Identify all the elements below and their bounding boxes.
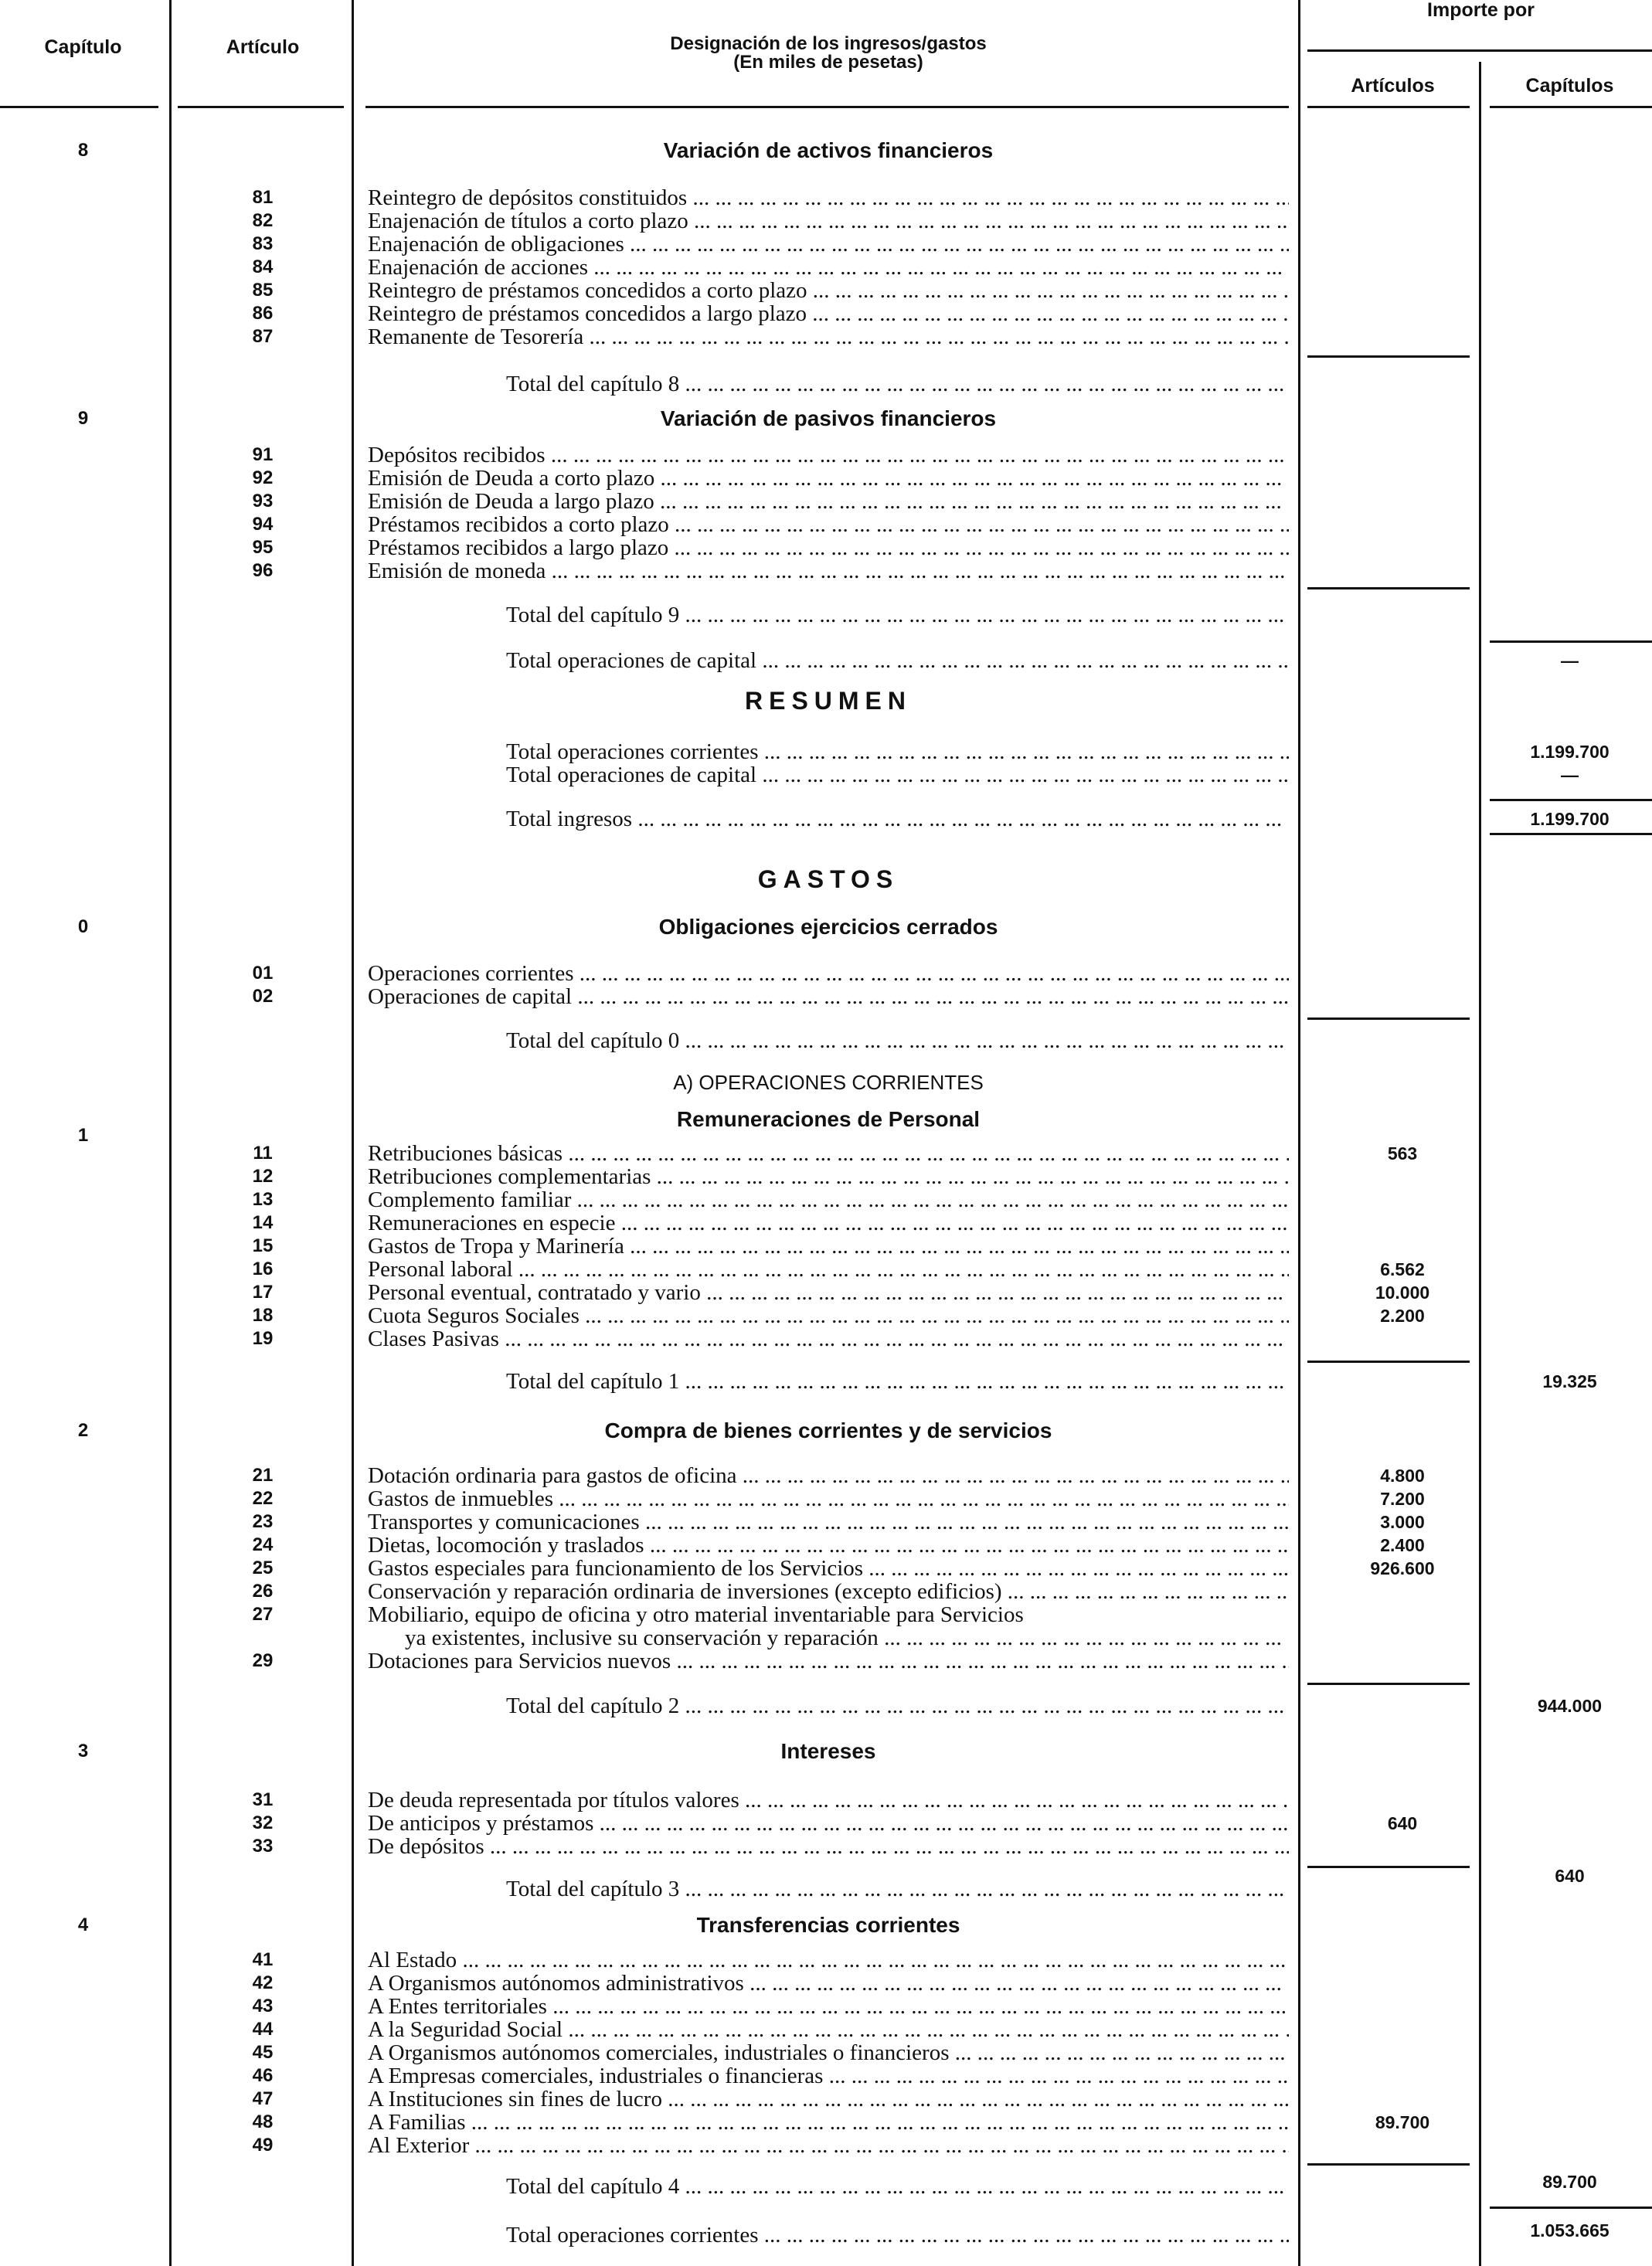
total-label: Total operaciones de capital ... . bbox=[506, 763, 1289, 786]
table-row bbox=[0, 1258, 1652, 1281]
article-label: Transportes y comunicaciones ... . bbox=[368, 1510, 1289, 1534]
table-row bbox=[0, 1281, 1652, 1304]
article-value: 563 bbox=[1387, 1143, 1418, 1164]
header-designacion-1: Designación de los ingresos/gastos bbox=[670, 33, 987, 54]
table-row bbox=[0, 1557, 1652, 1580]
chapter-total-row bbox=[0, 1694, 1652, 1717]
article-label: Dotación ordinaria para gastos de oficina ... . bbox=[368, 1464, 1289, 1487]
subtotal-rule bbox=[1307, 2163, 1470, 2166]
total-value: 640 bbox=[1555, 1866, 1585, 1886]
article-label: Mobiliario, equipo de oficina y otro material inventariable para Servicios bbox=[368, 1603, 1024, 1626]
chapter-8-heading bbox=[0, 139, 1652, 162]
article-code: 92 bbox=[252, 467, 274, 488]
article-label: Operaciones corrientes ... . bbox=[368, 962, 1289, 985]
article-code: 19 bbox=[252, 1328, 274, 1349]
article-code: 42 bbox=[252, 1972, 274, 1993]
header-rule-cap bbox=[0, 106, 158, 108]
article-label: Depósitos recibidos ... . bbox=[368, 443, 1289, 467]
article-code: 01 bbox=[252, 963, 274, 984]
article-value: 10.000 bbox=[1375, 1282, 1430, 1303]
article-code: 46 bbox=[252, 2065, 274, 2086]
article-code: 17 bbox=[252, 1282, 274, 1303]
article-code: 82 bbox=[252, 210, 274, 231]
total-value: 1.199.700 bbox=[1530, 809, 1610, 829]
article-code: 41 bbox=[252, 1949, 274, 1970]
header-designacion-2: (En miles de pesetas) bbox=[733, 52, 923, 73]
table-row bbox=[0, 1510, 1652, 1534]
total-corrientes-row bbox=[0, 2220, 1652, 2247]
table-row bbox=[0, 962, 1652, 985]
article-code: 31 bbox=[252, 1789, 274, 1810]
article-label: A Empresas comerciales, industriales o financieras ... . bbox=[368, 2064, 1289, 2088]
subtotal-rule bbox=[1307, 1361, 1470, 1363]
subtotal-rule bbox=[1307, 355, 1470, 358]
table-row bbox=[0, 209, 1652, 233]
resumen-total-row bbox=[0, 807, 1652, 831]
resumen-heading bbox=[0, 688, 1652, 714]
header-capitulo: Capítulo bbox=[44, 36, 122, 58]
article-label: Conservación y reparación ordinaria de inversiones (excepto edificios) ... . bbox=[368, 1580, 1289, 1603]
chapter-title: Intereses bbox=[780, 1739, 876, 1763]
chapter-9-heading bbox=[0, 407, 1652, 430]
article-code: 95 bbox=[252, 537, 274, 558]
header-rule-art bbox=[178, 106, 344, 108]
header-rule-importe bbox=[1307, 49, 1652, 52]
table-row bbox=[0, 2041, 1652, 2064]
article-code: 12 bbox=[252, 1166, 274, 1187]
article-code: 18 bbox=[252, 1305, 274, 1326]
article-label: Emisión de Deuda a largo plazo ... . bbox=[368, 490, 1289, 513]
article-code: 21 bbox=[252, 1465, 274, 1486]
subtotal-rule bbox=[1307, 587, 1470, 589]
article-code: 86 bbox=[252, 303, 274, 324]
article-label: De deuda representada por títulos valores ... . bbox=[368, 1789, 1289, 1812]
article-label: Complemento familiar ... . bbox=[368, 1188, 1289, 1211]
article-label: Enajenación de acciones ... . bbox=[368, 256, 1289, 279]
article-code: 32 bbox=[252, 1812, 274, 1833]
total-label: Total del capítulo 8 ... . bbox=[506, 372, 1289, 396]
table-row bbox=[0, 302, 1652, 325]
subtotal-rule bbox=[1307, 1017, 1470, 1020]
table-row bbox=[0, 1948, 1652, 1972]
gastos-title: GASTOS bbox=[757, 865, 899, 893]
total-label: Total del capítulo 4 ... . bbox=[506, 2175, 1289, 2198]
table-row bbox=[0, 1789, 1652, 1812]
total-value: 19.325 bbox=[1542, 1371, 1597, 1391]
article-label: Personal eventual, contratado y vario ... . bbox=[368, 1281, 1289, 1304]
table-row bbox=[0, 1812, 1652, 1835]
section-heading bbox=[0, 1071, 1652, 1094]
chapter-total-row bbox=[0, 1866, 1652, 1901]
article-code: 24 bbox=[252, 1534, 274, 1555]
article-label: A Instituciones sin fines de lucro ... . bbox=[368, 2088, 1289, 2111]
total-label: Total del capítulo 2 ... . bbox=[506, 1694, 1289, 1717]
article-code: 33 bbox=[252, 1836, 274, 1857]
article-label: Reintegro de préstamos concedidos a corto plazo ... . bbox=[368, 279, 1289, 302]
article-value: 640 bbox=[1387, 1813, 1418, 1833]
table-row bbox=[0, 1534, 1652, 1557]
article-code: 85 bbox=[252, 280, 274, 301]
article-label: Operaciones de capital ... . bbox=[368, 985, 1289, 1008]
table-row bbox=[0, 1142, 1652, 1165]
total-value: — bbox=[1561, 765, 1579, 785]
article-label: Dotaciones para Servicios nuevos ... . bbox=[368, 1649, 1289, 1673]
article-code: 87 bbox=[252, 326, 274, 347]
table-row bbox=[0, 2018, 1652, 2041]
table-row bbox=[0, 443, 1652, 467]
article-code: 43 bbox=[252, 1996, 274, 2016]
chapter-number: 2 bbox=[77, 1420, 89, 1441]
article-label: Al Exterior ... . bbox=[368, 2134, 1289, 2157]
total-label: Total del capítulo 0 ... . bbox=[506, 1029, 1289, 1052]
table-row bbox=[0, 1464, 1652, 1487]
resumen-row bbox=[0, 740, 1652, 763]
total-value: 89.700 bbox=[1542, 2172, 1597, 2192]
subtotal-rule bbox=[1490, 640, 1652, 643]
article-label: Al Estado ... . bbox=[368, 1948, 1289, 1972]
article-label: Préstamos recibidos a corto plazo ... . bbox=[368, 513, 1289, 536]
resumen-title: RESUMEN bbox=[744, 687, 912, 715]
table-row bbox=[0, 559, 1652, 583]
chapter-total-row bbox=[0, 1370, 1652, 1393]
article-label: Emisión de moneda ... . bbox=[368, 559, 1289, 583]
article-label: Gastos especiales para funcionamiento de los Servicios ... . bbox=[368, 1557, 1289, 1580]
chapter-total-row bbox=[0, 2172, 1652, 2198]
table-row bbox=[0, 536, 1652, 559]
chapter-number: 4 bbox=[77, 1914, 89, 1935]
article-label: Emisión de Deuda a corto plazo ... . bbox=[368, 467, 1289, 490]
chapter-2-heading bbox=[0, 1419, 1652, 1442]
table-row bbox=[0, 985, 1652, 1008]
table-row bbox=[0, 1649, 1652, 1673]
article-code: 23 bbox=[252, 1511, 274, 1532]
article-value: 2.200 bbox=[1380, 1306, 1425, 1326]
article-value: 926.600 bbox=[1370, 1558, 1435, 1578]
table-row bbox=[0, 1304, 1652, 1327]
chapter-number: 1 bbox=[77, 1125, 89, 1146]
table-row bbox=[0, 513, 1652, 536]
article-code: 94 bbox=[252, 514, 274, 535]
resumen-row bbox=[0, 763, 1652, 786]
chapter-number: 9 bbox=[77, 408, 89, 429]
header-importe-por: Importe por bbox=[1427, 0, 1535, 21]
article-code: 26 bbox=[252, 1581, 274, 1602]
article-label: A Familias ... . bbox=[368, 2111, 1289, 2134]
chapter-0-heading bbox=[0, 916, 1652, 939]
table-row bbox=[0, 2134, 1652, 2157]
subtotal-rule bbox=[1490, 833, 1652, 835]
article-code: 29 bbox=[252, 1650, 274, 1671]
article-code: 22 bbox=[252, 1488, 274, 1509]
table-row bbox=[0, 256, 1652, 279]
table-row bbox=[0, 186, 1652, 209]
table-row bbox=[0, 1487, 1652, 1510]
article-code: 96 bbox=[252, 560, 274, 581]
total-value: — bbox=[1561, 651, 1579, 671]
article-label: De anticipos y préstamos ... . bbox=[368, 1812, 1289, 1835]
chapter-number: 3 bbox=[77, 1741, 89, 1762]
total-label: Total del capítulo 3 ... . bbox=[506, 1877, 1289, 1901]
article-label: Remanente de Tesorería ... . bbox=[368, 325, 1289, 348]
table-row bbox=[0, 467, 1652, 490]
article-code: 81 bbox=[252, 187, 274, 208]
article-label: Gastos de inmuebles ... . bbox=[368, 1487, 1289, 1510]
article-code: 47 bbox=[252, 2088, 274, 2109]
article-code: 25 bbox=[252, 1558, 274, 1578]
table-row bbox=[0, 1835, 1652, 1858]
total-label: Total ingresos ... . bbox=[506, 807, 1289, 831]
chapter-title: Obligaciones ejercicios cerrados bbox=[658, 915, 998, 939]
chapter-number: 8 bbox=[77, 140, 89, 161]
article-code: 14 bbox=[252, 1212, 274, 1233]
chapter-total-row bbox=[0, 372, 1652, 396]
article-label: Cuota Seguros Sociales ... . bbox=[368, 1304, 1289, 1327]
table-row bbox=[0, 2064, 1652, 2088]
gastos-heading bbox=[0, 866, 1652, 892]
header-rule-capitulos bbox=[1490, 106, 1652, 108]
article-label: A Entes territoriales ... . bbox=[368, 1995, 1289, 2018]
subtotal-rule bbox=[1307, 1683, 1470, 1685]
article-value: 3.000 bbox=[1380, 1512, 1425, 1532]
header-articulos: Artículos bbox=[1351, 75, 1435, 97]
total-value: 944.000 bbox=[1537, 1696, 1603, 1716]
article-code: 13 bbox=[252, 1189, 274, 1210]
subtotal-rule bbox=[1490, 799, 1652, 801]
chapter-title: Compra de bienes corrientes y de servicios bbox=[604, 1418, 1052, 1442]
article-label: Reintegro de préstamos concedidos a largo plazo ... . bbox=[368, 302, 1289, 325]
chapter-title: Remuneraciones de Personal bbox=[676, 1107, 981, 1131]
article-code: 16 bbox=[252, 1259, 274, 1279]
article-code: 27 bbox=[252, 1604, 274, 1625]
article-label: Clases Pasivas ... . bbox=[368, 1327, 1289, 1350]
total-label: Total operaciones corrientes ... . bbox=[506, 740, 1289, 763]
article-code: 45 bbox=[252, 2042, 274, 2063]
article-label: Préstamos recibidos a largo plazo ... . bbox=[368, 536, 1289, 559]
table-row bbox=[0, 1188, 1652, 1211]
article-label: Gastos de Tropa y Marinería ... . bbox=[368, 1235, 1289, 1258]
article-label: Retribuciones complementarias ... . bbox=[368, 1165, 1289, 1188]
table-row bbox=[0, 1211, 1652, 1235]
chapter-4-heading bbox=[0, 1914, 1652, 1937]
article-code: 44 bbox=[252, 2019, 274, 2040]
header-rule-articulos bbox=[1307, 106, 1470, 108]
table-row bbox=[0, 1995, 1652, 2018]
chapter-number: 0 bbox=[77, 916, 89, 937]
article-label: A Organismos autónomos comerciales, industriales o financieros ... . bbox=[368, 2041, 1289, 2064]
table-row bbox=[0, 490, 1652, 513]
article-label: Enajenación de títulos a corto plazo ... . bbox=[368, 209, 1289, 233]
chapter-total-row bbox=[0, 603, 1652, 627]
article-code: 48 bbox=[252, 2111, 274, 2132]
header-capitulos: Capítulos bbox=[1525, 75, 1614, 97]
table-row bbox=[0, 325, 1652, 348]
article-code: 02 bbox=[252, 986, 274, 1007]
total-value: 1.053.665 bbox=[1530, 2220, 1610, 2241]
article-label: Enajenación de obligaciones ... . bbox=[368, 233, 1289, 256]
total-label: Total del capítulo 9 ... . bbox=[506, 603, 1289, 627]
article-code: 93 bbox=[252, 491, 274, 511]
article-label: Remuneraciones en especie ... . bbox=[368, 1211, 1289, 1235]
total-capital-row bbox=[0, 649, 1652, 672]
article-label: Dietas, locomoción y traslados ... . bbox=[368, 1534, 1289, 1557]
article-code: 91 bbox=[252, 444, 274, 465]
subtotal-rule bbox=[1490, 2207, 1652, 2209]
article-code: 84 bbox=[252, 256, 274, 277]
article-label: Personal laboral ... . bbox=[368, 1258, 1289, 1281]
table-row bbox=[0, 1626, 1652, 1649]
header-articulo: Artículo bbox=[226, 36, 300, 58]
article-code: 49 bbox=[252, 2135, 274, 2156]
chapter-title: Variación de pasivos financieros bbox=[660, 406, 997, 430]
subtotal-rule bbox=[1307, 1866, 1470, 1868]
article-label: ya existentes, inclusive su conservación y reparación ... . bbox=[405, 1626, 1289, 1649]
article-value: 4.800 bbox=[1380, 1466, 1425, 1486]
total-label: Total del capítulo 1 ... . bbox=[506, 1370, 1289, 1393]
total-label: Total operaciones corrientes ... . bbox=[506, 2224, 1289, 2247]
operaciones-corrientes-title: A) OPERACIONES CORRIENTES bbox=[673, 1071, 984, 1094]
table-row bbox=[0, 2111, 1652, 2134]
table-row bbox=[0, 1603, 1652, 1626]
table-row bbox=[0, 1580, 1652, 1603]
table-row bbox=[0, 1972, 1652, 1995]
article-value: 89.700 bbox=[1375, 2112, 1430, 2132]
table-row bbox=[0, 1327, 1652, 1350]
chapter-total-row bbox=[0, 1029, 1652, 1052]
table-row bbox=[0, 1235, 1652, 1258]
table-row bbox=[0, 1165, 1652, 1188]
chapter-3-heading bbox=[0, 1740, 1652, 1763]
article-label: A Organismos autónomos administrativos ... . bbox=[368, 1972, 1289, 1995]
total-value: 1.199.700 bbox=[1530, 742, 1610, 762]
article-label: A la Seguridad Social ... . bbox=[368, 2018, 1289, 2041]
table-row bbox=[0, 233, 1652, 256]
header-rule-des bbox=[365, 106, 1289, 108]
article-value: 6.562 bbox=[1380, 1259, 1425, 1279]
article-code: 83 bbox=[252, 233, 274, 254]
article-label: De depósitos ... . bbox=[368, 1835, 1289, 1858]
total-label: Total operaciones de capital ... . bbox=[506, 649, 1289, 672]
article-label: Retribuciones básicas ... . bbox=[368, 1142, 1289, 1165]
article-value: 2.400 bbox=[1380, 1535, 1425, 1555]
article-code: 11 bbox=[253, 1143, 273, 1164]
chapter-title: Transferencias corrientes bbox=[696, 1913, 960, 1937]
table-row bbox=[0, 2088, 1652, 2111]
article-value: 7.200 bbox=[1380, 1489, 1425, 1509]
table-row bbox=[0, 279, 1652, 302]
article-code: 15 bbox=[252, 1235, 274, 1256]
chapter-title: Variación de activos financieros bbox=[663, 138, 994, 162]
article-label: Reintegro de depósitos constituidos ... . bbox=[368, 186, 1289, 209]
